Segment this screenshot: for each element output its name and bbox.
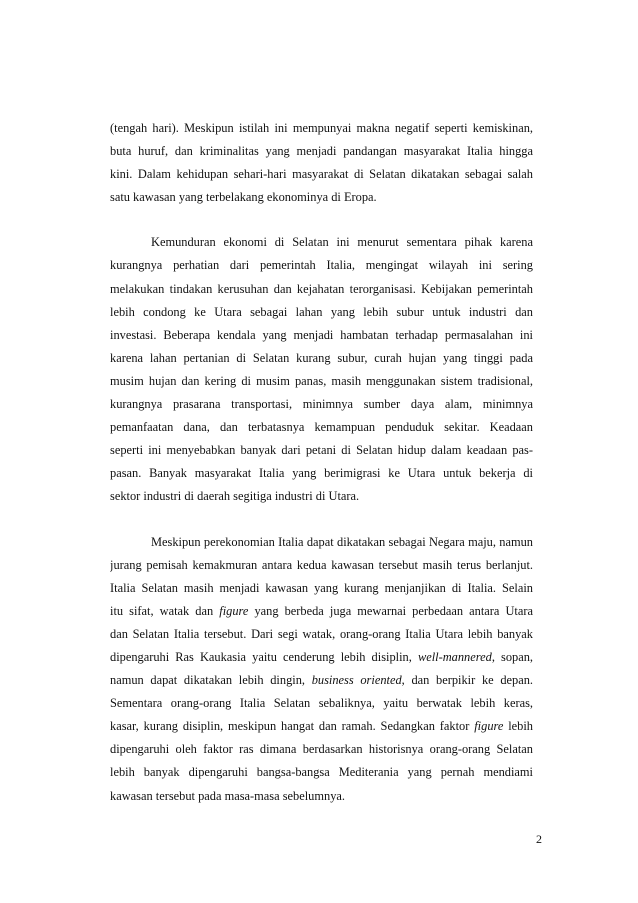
paragraph-line: lebih condong ke Utara sebagai lahan yang lebih subur untuk industri dan bbox=[110, 304, 533, 319]
italic-term: business oriented bbox=[311, 673, 402, 688]
page-number: 2 bbox=[536, 832, 542, 846]
paragraph-line: buta huruf, dan kriminalitas yang menjadi pandangan masyarakat Italia hingga bbox=[110, 144, 533, 159]
paragraph-line: Sementara orang-orang Italia Selatan sebaliknya, yaitu berwatak lebih keras, bbox=[110, 696, 533, 711]
paragraph-line: Italia Selatan masih menjadi kawasan yang kurang menjanjikan di Italia. Selain bbox=[110, 580, 533, 595]
paragraph-line: jurang pemisah kemakmuran antara kedua kawasan tersebut masih terus berlanjut. bbox=[110, 557, 533, 572]
paragraph-line: pemanfaatan dana, dan terbatasnya kemampuan penduduk sekitar. Keadaan bbox=[110, 420, 533, 435]
paragraph-line: musim hujan dan kering di musim panas, masih menggunakan sistem tradisional, bbox=[110, 373, 533, 388]
body-text bbox=[110, 117, 533, 808]
paragraph-line: kurangnya perhatian dari pemerintah Italia, mengingat wilayah ini sering bbox=[110, 258, 533, 273]
paragraph-1 bbox=[110, 117, 533, 209]
paragraph-line: sektor industri di daerah segitiga industri di Utara. bbox=[110, 489, 360, 504]
italic-term: figure bbox=[219, 603, 249, 618]
paragraph-line: satu kawasan yang terbelakang ekonominya di Eropa. bbox=[110, 190, 377, 205]
paragraph-line: itu sifat, watak dan figure yang berbeda juga mewarnai perbedaan antara Utara bbox=[110, 603, 533, 618]
paragraph-line: kurangnya prasarana transportasi, minimnya sumber daya alam, minimnya bbox=[110, 397, 533, 412]
italic-term: well-mannered bbox=[417, 649, 492, 664]
paragraph-line: investasi. Beberapa kendala yang menjadi hambatan terhadap permasalahan ini bbox=[110, 327, 533, 342]
paragraph-3 bbox=[110, 531, 533, 808]
italic-term: figure bbox=[474, 719, 504, 734]
paragraph-line: kini. Dalam kehidupan sehari-hari masyarakat di Selatan dikatakan sebagai salah bbox=[110, 167, 533, 182]
paragraph-line: pasan. Banyak masyarakat Italia yang berimigrasi ke Utara untuk bekerja di bbox=[110, 466, 533, 481]
paragraph-line: namun dapat dikatakan lebih dingin, business oriented, dan berpikir ke depan. bbox=[110, 673, 533, 688]
paragraph-line: dipengaruhi oleh faktor ras dimana berdasarkan historisnya orang-orang Selatan bbox=[110, 742, 533, 757]
paragraph-line: dan Selatan Italia tersebut. Dari segi watak, orang-orang Italia Utara lebih banyak bbox=[110, 626, 533, 641]
paragraph-line: seperti ini menyebabkan banyak dari petani di Selatan hidup dalam keadaan pas- bbox=[110, 443, 533, 458]
paragraph-line: (tengah hari). Meskipun istilah ini mempunyai makna negatif seperti kemiskinan, bbox=[110, 121, 533, 135]
paragraph-line: dipengaruhi Ras Kaukasia yaitu cenderung lebih disiplin, well-mannered, sopan, bbox=[110, 649, 533, 664]
paragraph-line: Kemunduran ekonomi di Selatan ini menurut sementara pihak karena bbox=[151, 235, 533, 250]
paragraph-line: kawasan tersebut pada masa-masa sebelumnya. bbox=[110, 788, 345, 803]
paragraph-line: karena lahan pertanian di Selatan kurang subur, curah hujan yang tinggi pada bbox=[110, 350, 533, 365]
paragraph-line: melakukan tindakan kerusuhan dan kejahatan terorganisasi. Kebijakan pemerintah bbox=[110, 281, 533, 296]
paragraph-line: lebih banyak dipengaruhi bangsa-bangsa Mediterania yang pernah mendiami bbox=[110, 765, 533, 780]
paragraph-2 bbox=[110, 231, 533, 508]
paragraph-line: kasar, kurang disiplin, meskipun hangat dan ramah. Sedangkan faktor figure lebih bbox=[110, 719, 533, 734]
paragraph-line: Meskipun perekonomian Italia dapat dikatakan sebagai Negara maju, namun bbox=[151, 534, 533, 549]
